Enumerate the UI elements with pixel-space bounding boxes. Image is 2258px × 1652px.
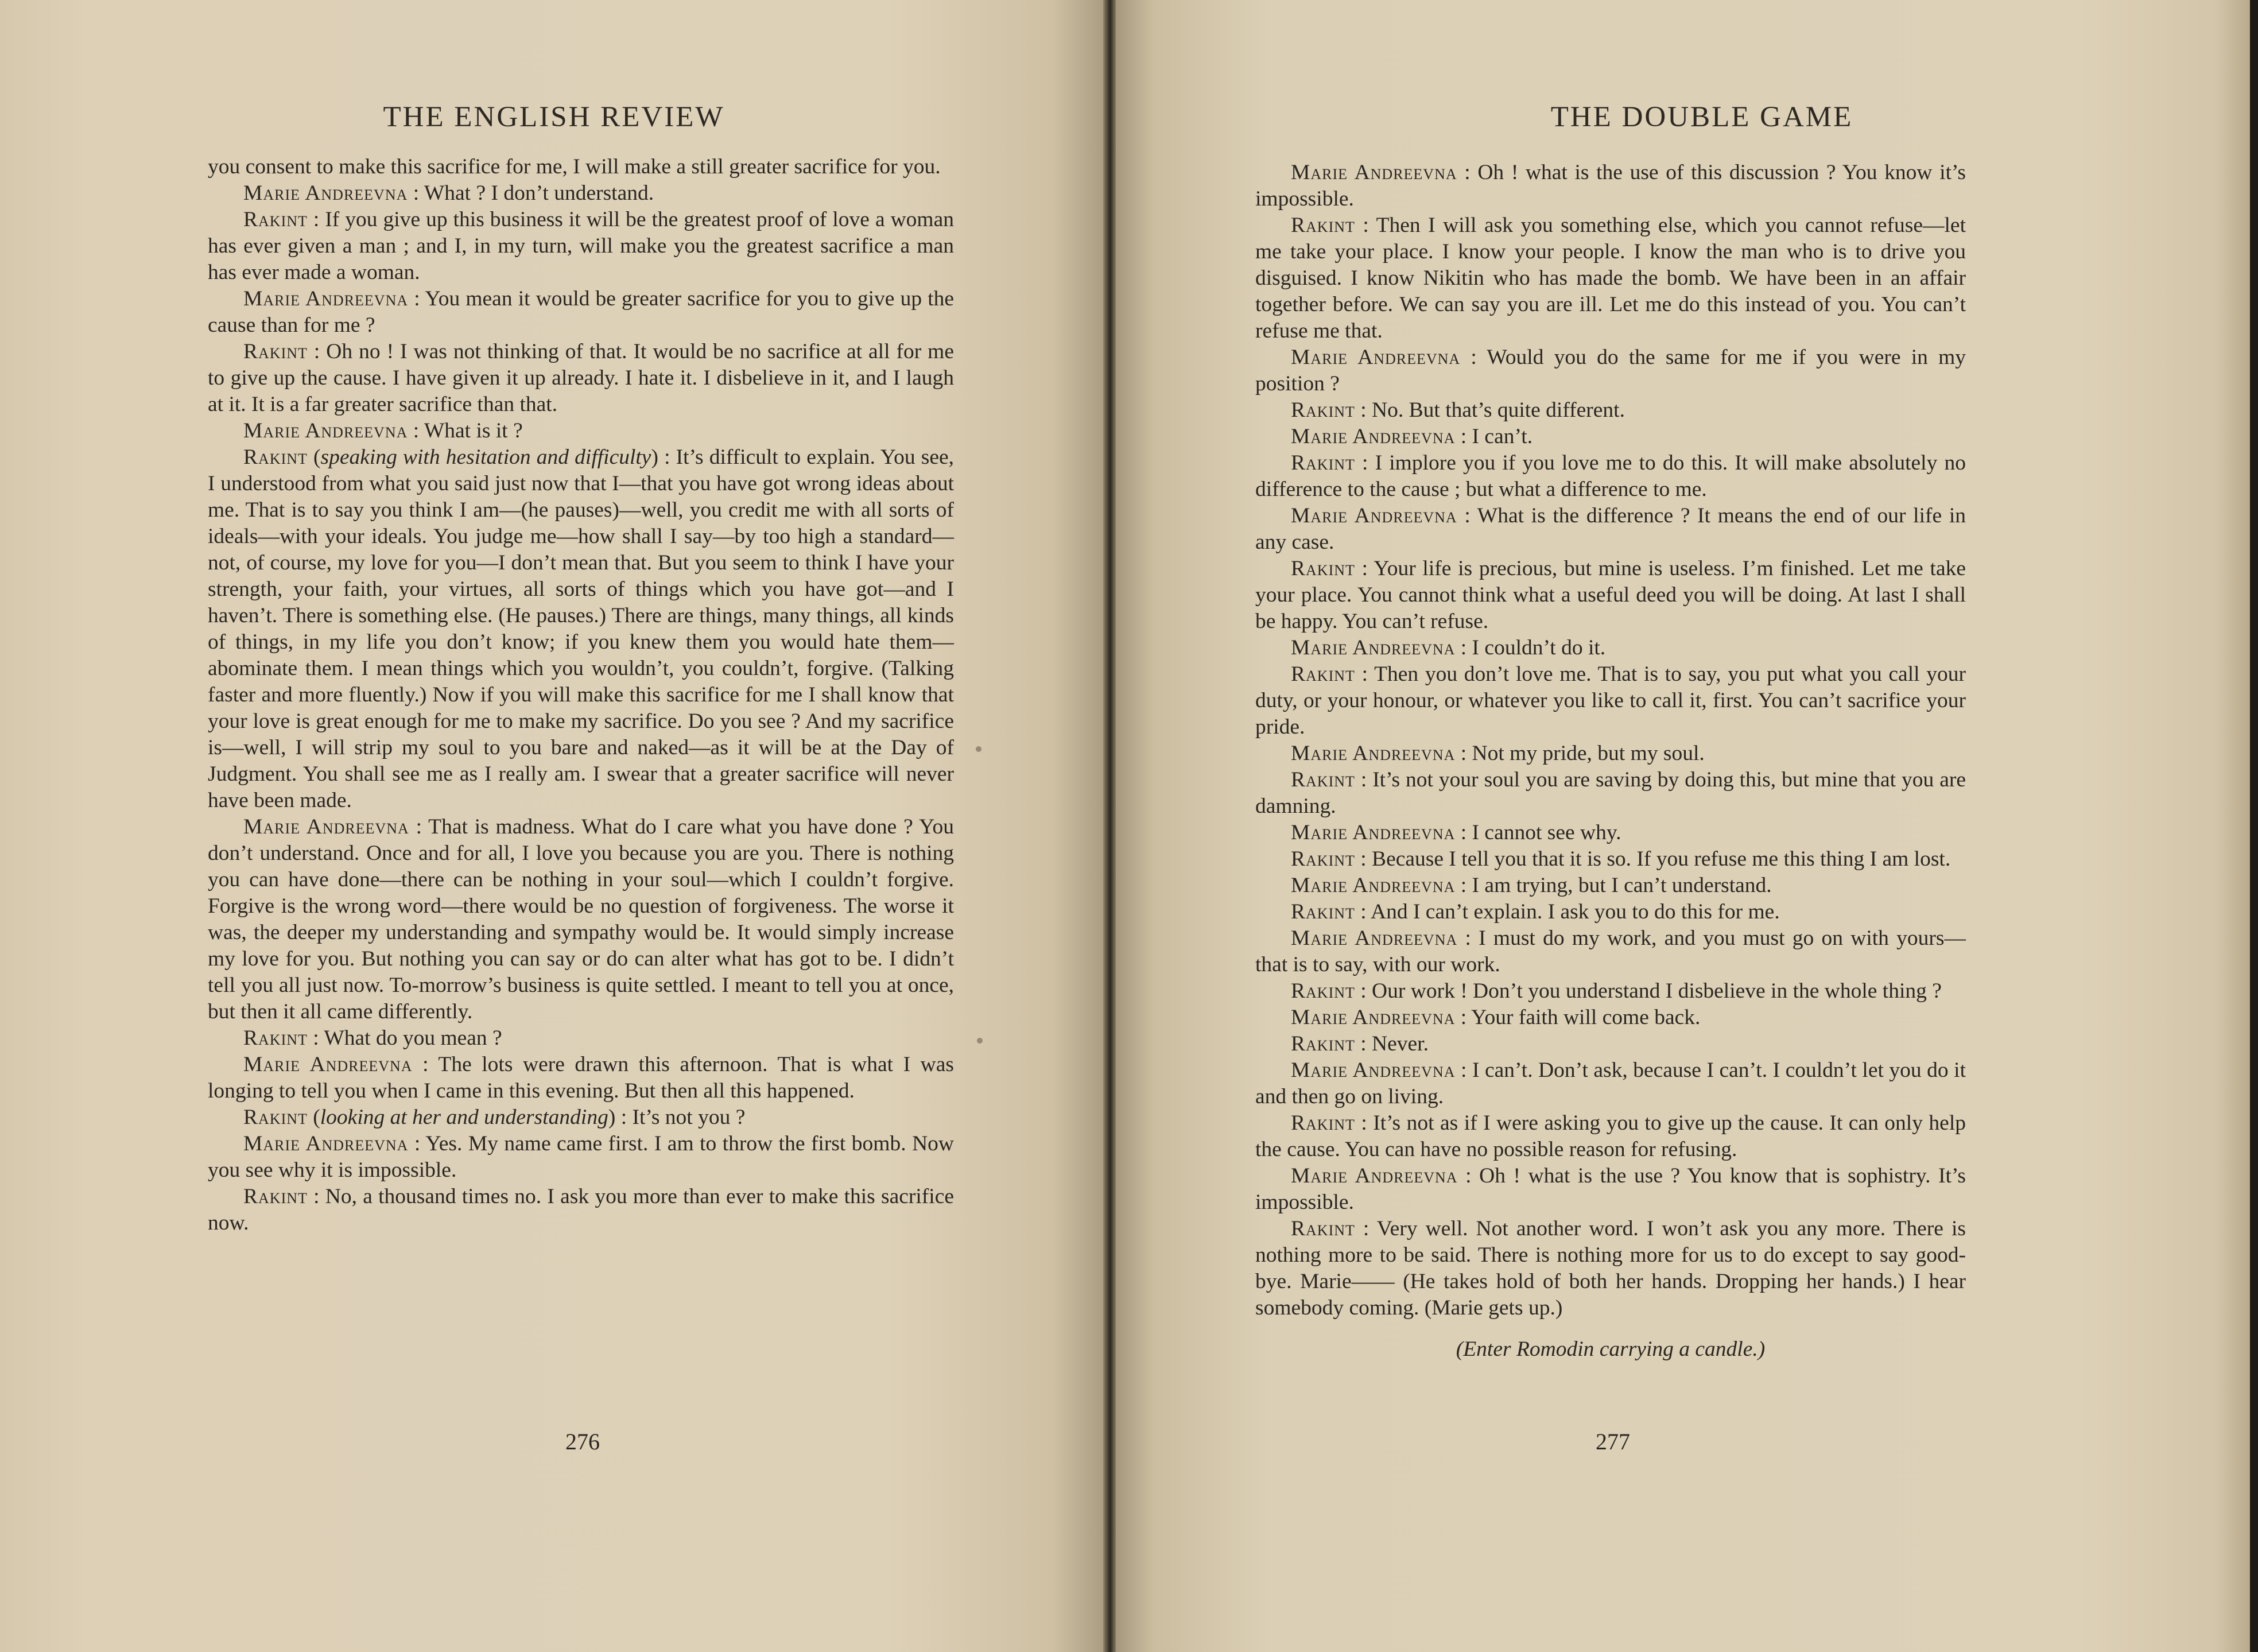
speaker-name: Marie Andreevna: [243, 1053, 413, 1076]
paragraph: [1255, 1216, 1966, 1321]
paragraph-text: : Never.: [1355, 1032, 1429, 1056]
speaker-name: Rakint: [1291, 662, 1355, 686]
right-page-text: [1255, 160, 1966, 1363]
speaker-name: Rakint: [1291, 451, 1355, 475]
paragraph-text: : What ? I don’t understand.: [408, 181, 654, 205]
paragraph-text: : It’s difficult to explain. You see, I understood from what you said just now that I—that you have got wrong ideas about me. That is to say you think I am—(he pauses)—well, you credit me with all sorts of ideals—with your ideals. You judge me—how shall I say—by too high a standard—not, of course, my love for you—I don’t mean that. But you seem to think I have your strength, your faith, your virtues, all sorts of things which you have got—and I haven’t. There is something else. (He pauses.) There are things, many things, all kinds of things, in my life you don’t know; if you knew them you would hate them—abominate them. I mean things which you wouldn’t, you couldn’t, forgive. (Talking faster and more fluently.) Now if you will make this sacrifice for me I shall know that your love is great enough for me to make my sacrifice. Do you see ? And my sacrifice is—well, I will strip my soul to you bare and naked—as it will be at the Day of Judgment. You shall see me as I really am. I swear that a greater sacrifice will never have been made.: [208, 445, 954, 812]
paragraph: [1255, 661, 1966, 740]
paragraph: [1255, 978, 1966, 1005]
paragraph: [1255, 1005, 1966, 1031]
paragraph: [1255, 1057, 1966, 1110]
paragraph-text: : I can’t. Don’t ask, because I can’t. I couldn’t let you do it and then go on living.: [1255, 1058, 1966, 1108]
stage-direction: looking at her and understanding: [320, 1106, 608, 1129]
paragraph: [1255, 635, 1966, 661]
paragraph: [1255, 344, 1966, 397]
speaker-name: Rakint: [243, 340, 308, 363]
paragraph-text: : Not my pride, but my soul.: [1455, 742, 1705, 765]
speaker-name: Marie Andreevna: [1291, 1164, 1458, 1188]
paragraph: [1255, 767, 1966, 820]
speaker-name: Marie Andreevna: [243, 815, 409, 839]
paragraph-text: : Would you do the same for me if you were in my position ?: [1255, 346, 1966, 395]
paragraph-text: you consent to make this sacrifice for me, I will make a still greater sacrifice for you.: [208, 155, 941, 179]
paragraph-text: : Because I tell you that it is so. If you refuse me this thing I am lost.: [1355, 847, 1951, 871]
paragraph: [208, 339, 954, 418]
speaker-name: Rakint: [243, 445, 308, 469]
paragraph-text: : You mean it would be greater sacrifice for you to give up the cause than for me ?: [208, 287, 955, 337]
paragraph-text: : I must do my work, and you must go on with yours—that is to say, with our work.: [1255, 926, 1966, 976]
running-head-left: THE ENGLISH REVIEW: [383, 101, 725, 133]
paragraph-text: : What is the difference ? It means the end of our life in any case.: [1255, 504, 1966, 554]
paragraph: [208, 1184, 954, 1236]
paragraph-text: : No, a thousand times no. I ask you more than ever to make this sacrifice now.: [208, 1185, 954, 1235]
paragraph-text: : No. But that’s quite different.: [1355, 398, 1625, 422]
speaker-name: Rakint: [1291, 900, 1355, 924]
speaker-name: Rakint: [243, 1106, 308, 1129]
paragraph: [208, 814, 954, 1025]
paragraph-text: : It’s not as if I were asking you to give up the cause. It can only help the cause. You can have no possible reason for refusing.: [1255, 1111, 1966, 1161]
paragraph: [208, 1025, 954, 1052]
paragraph: [1255, 212, 1966, 344]
paragraph: [1255, 925, 1966, 978]
speaker-name: Rakint: [1291, 398, 1355, 422]
paragraph-text: : I am trying, but I can’t understand.: [1455, 874, 1772, 897]
speaker-name: Marie Andreevna: [1291, 425, 1456, 448]
paragraph-text: : I can’t.: [1455, 425, 1533, 448]
paragraph: [208, 1052, 954, 1104]
paragraph-text: : Oh ! what is the use ? You know that is sophistry. It’s impossible.: [1255, 1164, 1966, 1214]
speaker-name: Rakint: [1291, 768, 1355, 792]
paragraph: Rakint (speaking with hesitation and difficulty) : It’s difficult to explain. You see, I understood from what you said just now that I—that you have got wrong ideas about me. That is to say you think I am—(he pauses)—well, you credit me with all sorts of ideals—with your ideals. You judge me—how shall I say—by too high a standard—not, of course, my love for you—I don’t mean that. But you seem to think I have your strength, your faith, your virtues, all sorts of things which you have got—and I haven’t. There is something else. (He pauses.) There are things, many things, all kinds of things, in my life you don’t know; if you knew them you would hate them—abominate them. I mean things which you wouldn’t, you couldn’t, forgive. (Talking faster and more fluently.) Now if you will make this sacrifice for me I shall know that your love is great enough for me to make my sacrifice. Do you see ? And my sacrifice is—well, I will strip my soul to you bare and naked—as it will be at the Day of Judgment. You shall see me as I really am. I swear that a greater sacrifice will never have been made.: [208, 445, 954, 812]
paragraph: [1255, 1031, 1966, 1057]
paragraph: [208, 286, 954, 339]
paragraph-text: : It’s not your soul you are saving by doing this, but mine that you are damning.: [1255, 768, 1966, 818]
paragraph-text: : What do you mean ?: [307, 1026, 502, 1050]
paragraph-text: : Then you don’t love me. That is to say, you put what you call your duty, or your honour, or whatever you like to call it, first. You can’t sacrifice your pride.: [1255, 662, 1966, 739]
running-head-right: THE DOUBLE GAME: [1550, 101, 1853, 133]
speaker-name: Rakint: [1291, 979, 1355, 1003]
speaker-name: Marie Andreevna: [243, 181, 408, 205]
speaker-name: Rakint: [243, 208, 308, 231]
paragraph-text: : Oh no ! I was not thinking of that. It would be no sacrifice at all for me to give up the cause. I have given it up already. I hate it. I disbelieve in it, and I laugh at it. It is a far greater sacrifice than that.: [208, 340, 954, 416]
page-number-right: 277: [1596, 1429, 1630, 1455]
paragraph: [1255, 820, 1966, 846]
paragraph: [1255, 740, 1966, 767]
speaker-name: Marie Andreevna: [243, 419, 408, 443]
speaker-name: Marie Andreevna: [1291, 874, 1456, 897]
speaker-name: Rakint: [243, 1185, 308, 1208]
speaker-name: Rakint: [1291, 214, 1355, 237]
speaker-name: Marie Andreevna: [243, 1132, 409, 1155]
speaker-name: Rakint: [1291, 1217, 1355, 1240]
speaker-name: Marie Andreevna: [1291, 926, 1458, 950]
speaker-name: Marie Andreevna: [1291, 504, 1457, 528]
paragraph-text: : That is madness. What do I care what you have done ? You don’t understand. Once and for all, I love you because you are you. There is nothing you can have done—there can be nothing in your soul—which I couldn’t forgive. Forgive is the wrong word—there would be no question of forgiveness. The worse it was, the deeper my understanding and sympathy would be. It would simply increase my love for you. But nothing you can say or do can alter what has got to be. I didn’t tell you all just now. To-morrow’s business is quite settled. I meant to tell you at once, but then it all came differently.: [208, 815, 954, 1023]
paragraph: Rakint (looking at her and understanding) : It’s not you ?: [243, 1106, 746, 1129]
speaker-name: Marie Andreevna: [1291, 742, 1456, 765]
speaker-name: Marie Andreevna: [1291, 821, 1456, 844]
paragraph-text: : Yes. My name came first. I am to throw the first bomb. Now you see why it is impossible.: [208, 1132, 954, 1182]
paragraph-text: : Your life is precious, but mine is useless. I’m finished. Let me take your place. You cannot think what a useful deed you will be doing. At last I shall be happy. You can’t refuse.: [1255, 557, 1966, 633]
speaker-name: Marie Andreevna: [1291, 346, 1461, 369]
left-page-text: [208, 154, 954, 1236]
paragraph-text: : And I can’t explain. I ask you to do this for me.: [1355, 900, 1780, 924]
paragraph: [1255, 424, 1966, 450]
stage-direction-entrance: (Enter Romodin carrying a candle.): [1456, 1337, 1766, 1361]
speaker-name: Marie Andreevna: [1291, 1058, 1456, 1082]
paragraph: [1255, 1163, 1966, 1216]
paragraph-text: : I couldn’t do it.: [1455, 636, 1606, 660]
speaker-name: Rakint: [1291, 557, 1355, 580]
paragraph: [1255, 160, 1966, 212]
paragraph-text: : Very well. Not another word. I won’t ask you any more. There is nothing more to be said. There is nothing more for us to do except to say good-bye. Marie—— (He takes hold of both her hands. Dropping her hands.) I hear somebody coming. (Marie gets up.): [1255, 1217, 1966, 1320]
paragraph-text: : I implore you if you love me to do this. It will make absolutely no difference to the cause ; but what a difference to me.: [1255, 451, 1966, 501]
speaker-name: Marie Andreevna: [1291, 1006, 1456, 1029]
paragraph: [1255, 899, 1966, 925]
speaker-name: Rakint: [243, 1026, 308, 1050]
paragraph-text: : Your faith will come back.: [1455, 1006, 1701, 1029]
page-number-left: 276: [565, 1429, 600, 1455]
speaker-name: Marie Andreevna: [243, 287, 409, 311]
paragraph: [208, 418, 954, 444]
paragraph-text: : The lots were drawn this afternoon. That is what I was longing to tell you when I came in this evening. But then all this happened.: [208, 1053, 954, 1103]
paragraph: [208, 180, 954, 207]
paragraph-text: : If you give up this business it will be the greatest proof of love a woman has ever given a man ; and I, in my turn, will make you the greatest sacrifice a man has ever made a woman.: [208, 208, 954, 284]
paragraph-text: : What is it ?: [408, 419, 523, 443]
paragraph: [1255, 872, 1966, 899]
right-page: [1108, 0, 2250, 1652]
paragraph: [1255, 397, 1966, 424]
paragraph: [208, 1131, 954, 1184]
paragraph-text: : Our work ! Don’t you understand I disbelieve in the whole thing ?: [1355, 979, 1942, 1003]
paragraph: [208, 154, 954, 180]
paragraph-text: : Then I will ask you something else, which you cannot refuse—let me take your place. I know your people. I know the man who is to drive you disguised. I know Nikitin who has made the bomb. We have been in an affair together before. We can say you are ill. Let me do this instead of you. You can’t refuse me that.: [1255, 214, 1966, 343]
paragraph: [1255, 846, 1966, 872]
paragraph: [1255, 450, 1966, 503]
paragraph-text: : Oh ! what is the use of this discussion ? You know it’s impossible.: [1255, 161, 1966, 211]
speaker-name: Rakint: [1291, 847, 1355, 871]
speaker-name: Rakint: [1291, 1111, 1355, 1135]
speaker-name: Rakint: [1291, 1032, 1355, 1056]
left-page: [0, 0, 1108, 1652]
paragraph-text: : I cannot see why.: [1455, 821, 1621, 844]
book-gutter: [1103, 0, 1116, 1652]
paragraph: [1255, 503, 1966, 556]
paragraph: [1255, 556, 1966, 635]
paragraph-text: : It’s not you ?: [615, 1106, 746, 1129]
stage-direction: speaking with hesitation and difficulty: [320, 445, 651, 469]
paper-speck: [977, 1038, 983, 1044]
paragraph: [1255, 1110, 1966, 1163]
speaker-name: Marie Andreevna: [1291, 636, 1456, 660]
paragraph: [208, 207, 954, 286]
paper-speck: [976, 746, 981, 752]
speaker-name: Marie Andreevna: [1291, 161, 1457, 184]
